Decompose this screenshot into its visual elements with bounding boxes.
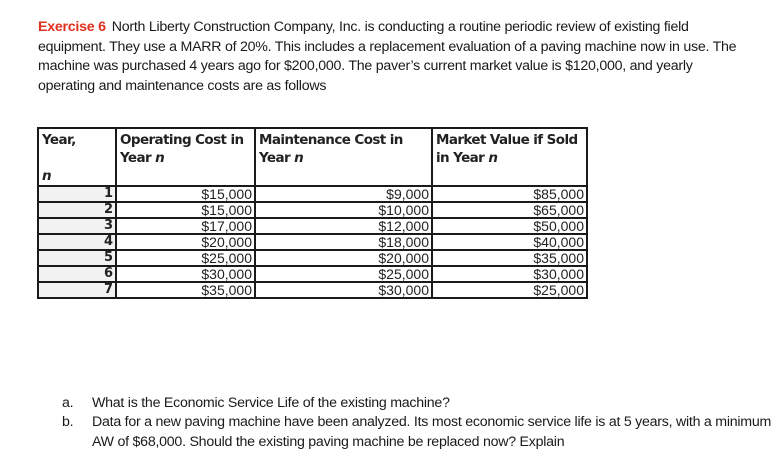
cell-year: 4: [38, 234, 116, 250]
table-row: [38, 282, 587, 298]
header-maintenance-cost: Maintenance Cost in Year n: [255, 128, 432, 186]
cost-table: [37, 127, 588, 299]
table-header-row: [38, 128, 587, 186]
exercise-text: North Liberty Construction Company, Inc. is conducting a routine periodic review of existing field equipment. They use a MARR of 20%. This includes a replacement evaluation of a paving machine now in use. The machine was purchased 4 years ago for $200,000. The paver’s current market value is $120,000, and yearly operating and maintenance costs are as follows: [38, 19, 737, 94]
cell-market: $25,000: [432, 282, 587, 298]
table-row: [38, 218, 587, 234]
question-text: What is the Economic Service Life of the existing machine?: [92, 395, 450, 411]
question-a: [62, 394, 775, 413]
table-row: [38, 266, 587, 282]
question-marker: a.: [62, 395, 74, 411]
header-operating-cost: Operating Cost in Year n: [116, 128, 255, 186]
cell-maintenance: $10,000: [255, 202, 432, 218]
header-market-value: Market Value if Sold in Year n: [432, 128, 587, 186]
cell-operating: $17,000: [116, 218, 255, 234]
cell-market: $50,000: [432, 218, 587, 234]
cell-year: 1: [38, 186, 116, 202]
cell-operating: $15,000: [116, 202, 255, 218]
cell-operating: $20,000: [116, 234, 255, 250]
exercise-label: Exercise 6: [38, 19, 106, 35]
cell-maintenance: $12,000: [255, 218, 432, 234]
question-list: [62, 394, 775, 452]
cell-year: 5: [38, 250, 116, 266]
cell-year: 6: [38, 266, 116, 282]
cell-maintenance: $18,000: [255, 234, 432, 250]
cell-maintenance: $25,000: [255, 266, 432, 282]
cell-operating: $35,000: [116, 282, 255, 298]
cell-maintenance: $30,000: [255, 282, 432, 298]
cell-market: $35,000: [432, 250, 587, 266]
table-row: [38, 186, 587, 202]
cell-year: 7: [38, 282, 116, 298]
question-text: Data for a new paving machine have been analyzed. Its most economic service life is at 5 years, with a minimum AW of $68,000. Should the existing paving machine be replaced now? Explain: [92, 414, 772, 450]
cell-year: 3: [38, 218, 116, 234]
cell-market: $85,000: [432, 186, 587, 202]
cell-market: $30,000: [432, 266, 587, 282]
cell-market: $40,000: [432, 234, 587, 250]
table-row: [38, 250, 587, 266]
question-marker: b.: [62, 414, 74, 431]
cell-maintenance: $20,000: [255, 250, 432, 266]
exercise-intro: [38, 18, 743, 96]
cell-operating: $25,000: [116, 250, 255, 266]
cell-operating: $30,000: [116, 266, 255, 282]
cell-operating: $15,000: [116, 186, 255, 202]
cell-market: $65,000: [432, 202, 587, 218]
table-row: [38, 202, 587, 218]
header-year: Year, n: [38, 128, 116, 186]
cell-year: 2: [38, 202, 116, 218]
question-b: [62, 413, 775, 452]
table-row: [38, 234, 587, 250]
cell-maintenance: $9,000: [255, 186, 432, 202]
